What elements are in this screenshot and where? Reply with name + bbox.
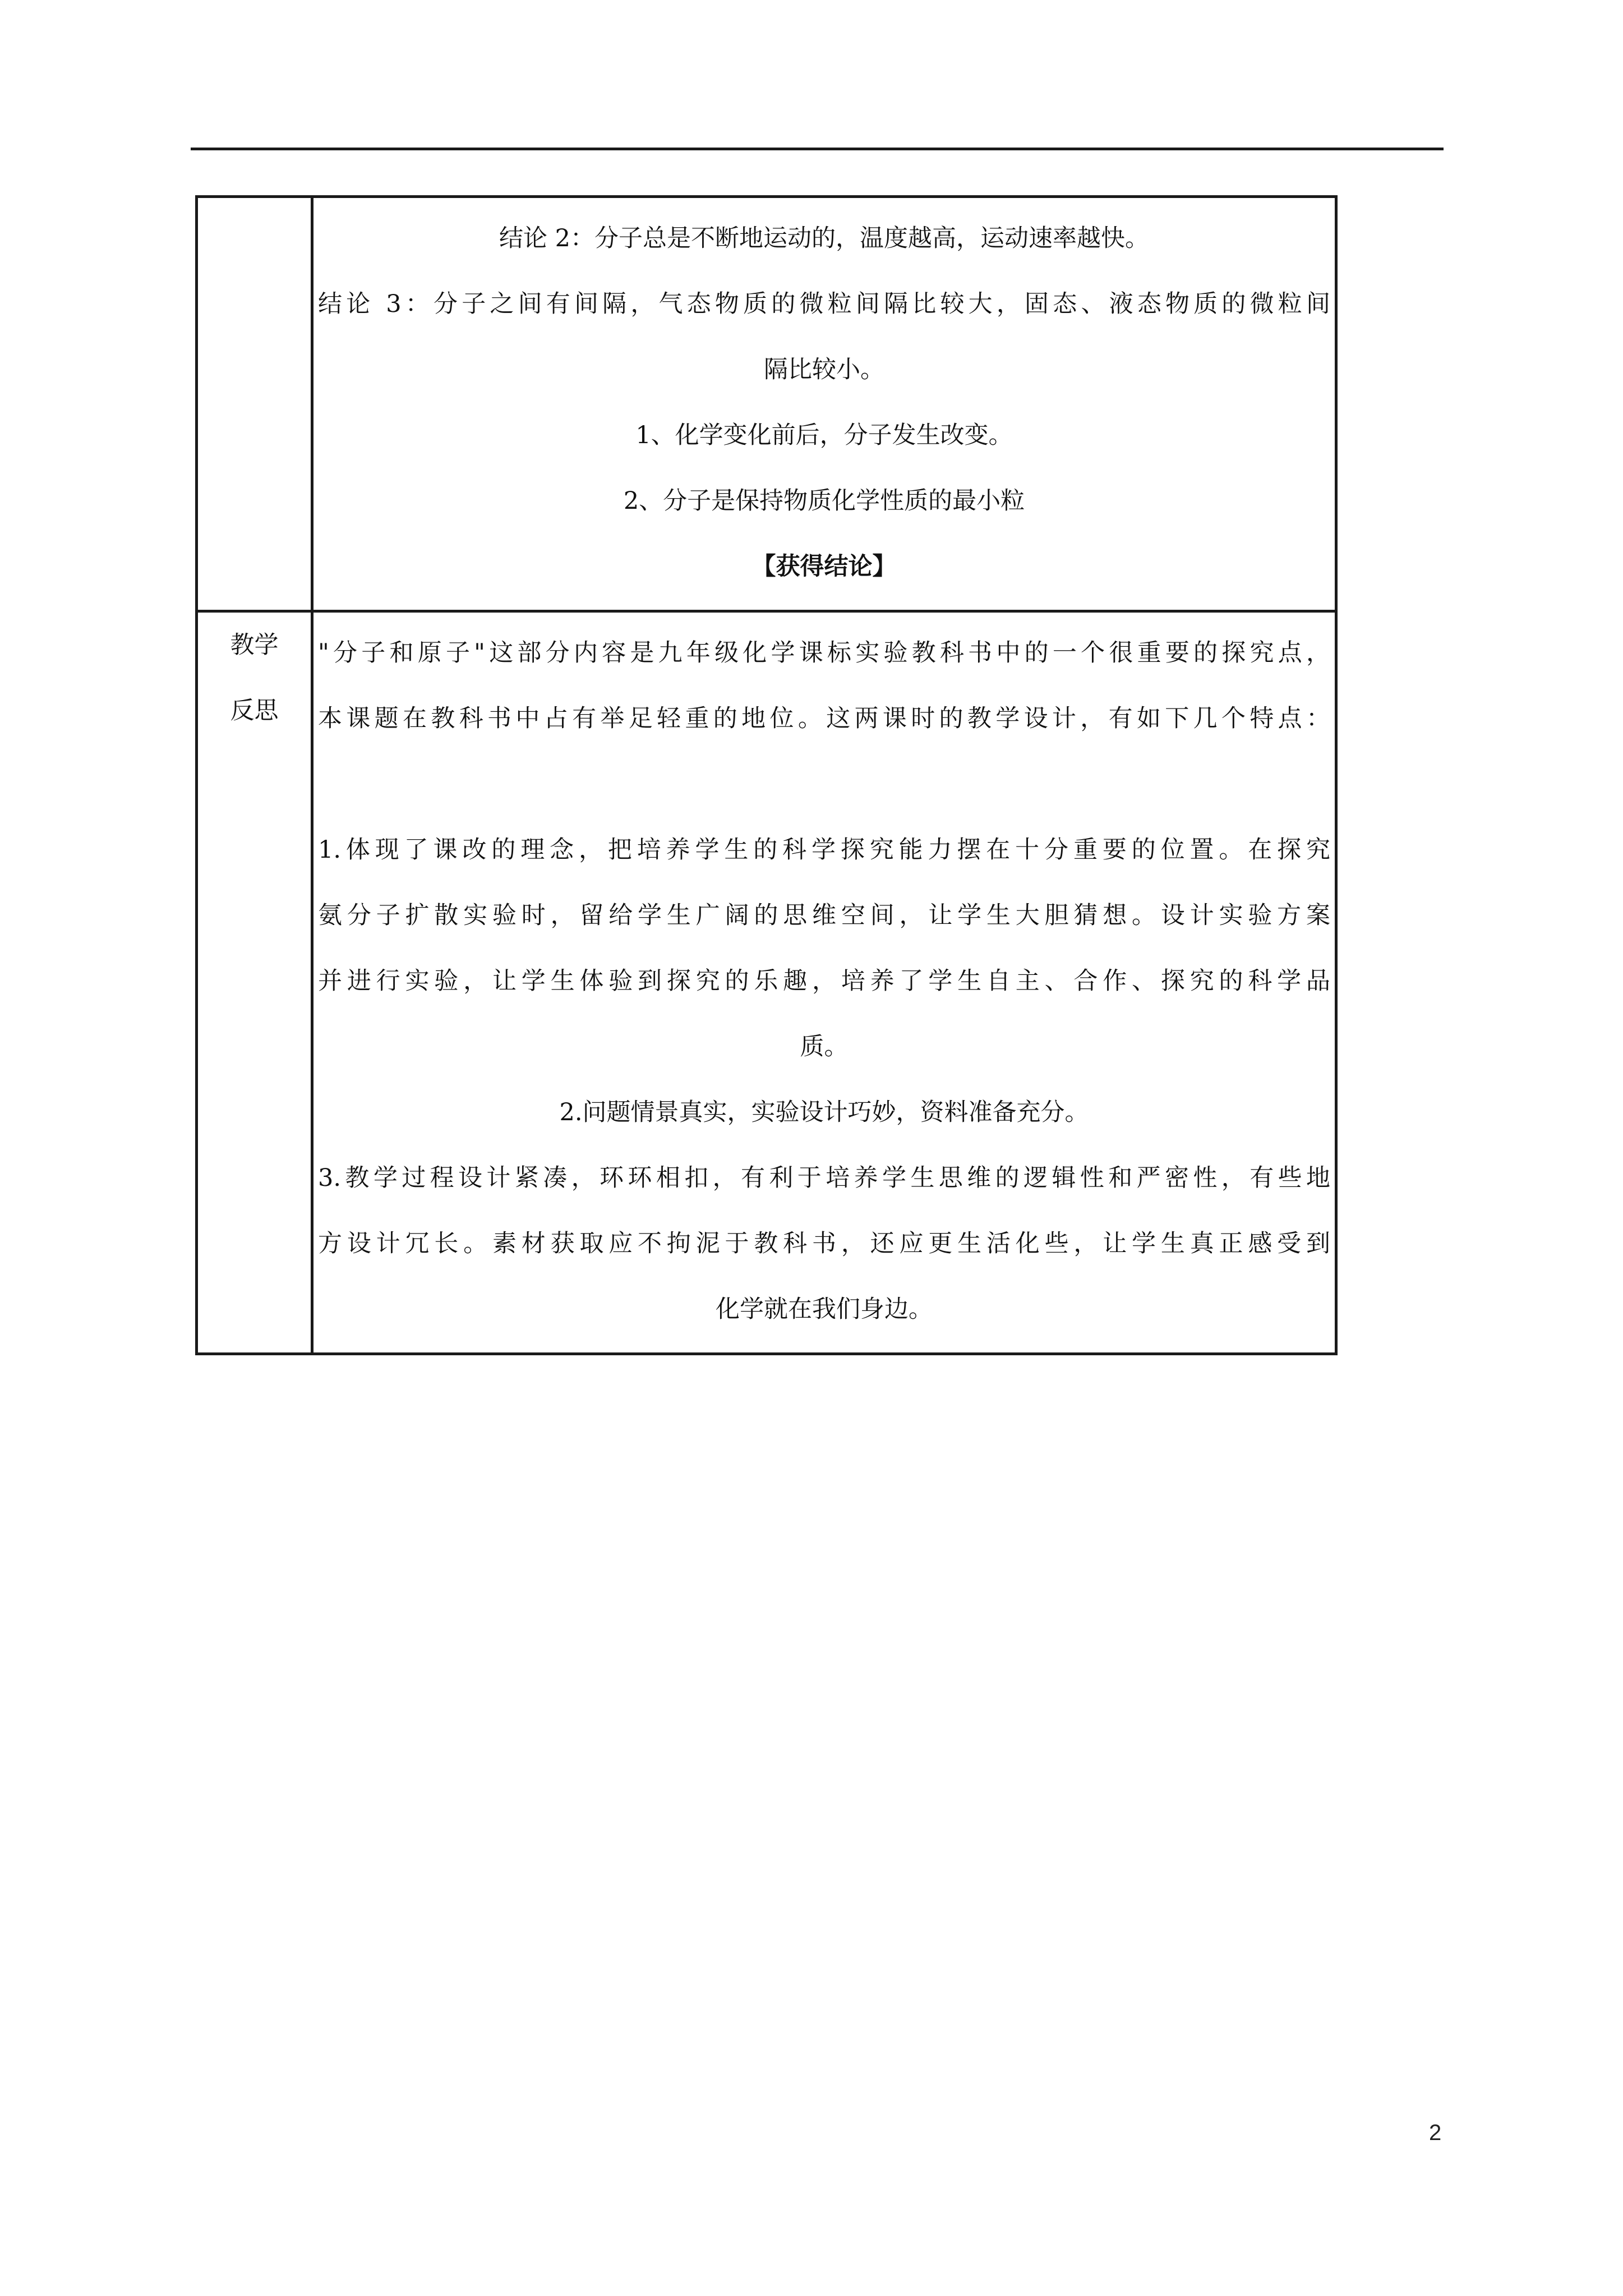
row-label-teaching-reflection xyxy=(197,611,312,1354)
point-2: 2、分子是保持物质化学性质的最小粒 xyxy=(623,487,1025,515)
feature-1-line1: 1.体现了课改的理念，把培养学生的科学探究能力摆在十分重要的位置。在探究 xyxy=(318,836,1330,864)
conclusion-2: 结论 2：分子总是不断地运动的，温度越高，运动速率越快。 xyxy=(499,224,1150,252)
label-line-2: 反思 xyxy=(230,697,279,725)
section-heading-conclusion: 【获得结论】 xyxy=(751,553,897,581)
reflection-intro-line2: 本课题在教科书中占有举足轻重的地位。这两课时的教学设计，有如下几个特点： xyxy=(318,705,1330,733)
blank-spacer xyxy=(318,752,1330,817)
point-1: 1、化学变化前后，分子发生改变。 xyxy=(635,421,1013,449)
conclusion-3-line1: 结论 3：分子之间有间隔，气态物质的微粒间隔比较大，固态、液态物质的微粒间 xyxy=(318,290,1330,318)
label-line-1: 教学 xyxy=(230,631,279,659)
feature-1-line3: 并进行实验，让学生体验到探究的乐趣，培养了学生自主、合作、探究的科学品 xyxy=(318,967,1330,995)
header-rule xyxy=(191,148,1444,150)
feature-3-line3: 化学就在我们身边。 xyxy=(716,1295,933,1323)
reflection-intro-line1: "分子和原子"这部分内容是九年级化学课标实验教科书中的一个很重要的探究点， xyxy=(318,639,1330,667)
reflection-cell xyxy=(312,611,1336,1354)
content-table xyxy=(195,195,1338,1355)
feature-2: 2.问题情景真实，实验设计巧妙，资料准备充分。 xyxy=(559,1098,1089,1126)
row-label-empty xyxy=(197,197,312,611)
table-row xyxy=(197,611,1336,1354)
feature-1-line2: 氨分子扩散实验时，留给学生广阔的思维空间，让学生大胆猜想。设计实验方案 xyxy=(318,901,1330,930)
conclusion-cell xyxy=(312,197,1336,611)
feature-3-line1: 3.教学过程设计紧凑，环环相扣，有利于培养学生思维的逻辑性和严密性，有些地 xyxy=(318,1164,1330,1192)
feature-3-line2: 方设计冗长。素材获取应不拘泥于教科书，还应更生活化些，让学生真正感受到 xyxy=(318,1230,1330,1258)
feature-1-line4: 质。 xyxy=(800,1033,849,1061)
page-number: 2 xyxy=(1429,2120,1442,2145)
conclusion-3-line2: 隔比较小。 xyxy=(764,356,884,384)
table-row xyxy=(197,197,1336,611)
